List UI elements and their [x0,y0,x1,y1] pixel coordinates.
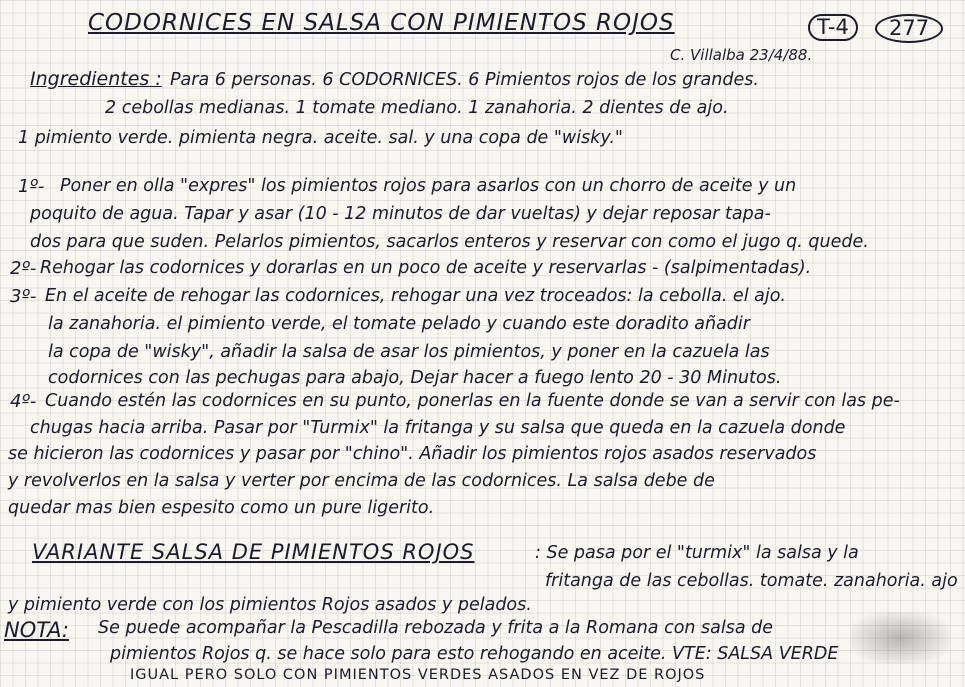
step-4-line: y revolverlos en la salsa y verter por encima de las codornices. La salsa debe de [8,471,715,491]
step-1-line: dos para que suden. Pelarlos pimientos, sacarlos enteros y reservar con como el jugo q. quede. [30,232,869,252]
ingredients-label: Ingredientes : [30,68,162,90]
step-3-line: En el aceite de rehogar las codornices, rehogar una vez troceados: la cebolla. el ajo. [45,286,786,306]
nota-label: NOTA: [4,618,69,642]
step-4-line: se hicieron las codornices y pasar por "chino". Añadir los pimientos rojos asados reservados [8,444,817,464]
ink-smudge [850,612,950,664]
step-2-number: 2º- [10,258,37,279]
page-number-badge: 277 [875,14,943,43]
step-3-line: la copa de "wisky", añadir la salsa de asar los pimientos, y poner en la cazuela las [48,342,770,362]
variante-label: VARIANTE SALSA DE PIMIENTOS ROJOS [32,540,475,564]
recipe-title: CODORNICES EN SALSA CON PIMIENTOS ROJOS [88,10,675,36]
nota-line: IGUAL PERO SOLO CON PIMIENTOS VERDES ASADOS EN VEZ DE ROJOS [130,667,706,683]
ingredients-line: 2 cebollas medianas. 1 tomate mediano. 1 zanahoria. 2 dientes de ajo. [105,98,729,118]
step-4-line: chugas hacia arriba. Pasar por "Turmix" la fritanga y su salsa que queda en la cazuela donde [30,418,846,438]
step-1-line: Poner en olla "expres" los pimientos rojos para asarlos con un chorro de aceite y un [60,176,797,196]
step-3-line: la zanahoria. el pimiento verde, el tomate pelado y cuando este doradito añadir [48,314,750,334]
ingredients-line: Para 6 personas. 6 CODORNICES. 6 Pimientos rojos de los grandes. [170,70,759,90]
step-4-line: Cuando estén las codornices en su punto, ponerlas en la fuente donde se van a servir con las pe- [45,391,900,411]
step-3-number: 3º- [10,286,37,307]
variante-line: y pimiento verde con los pimientos Rojos asados y pelados. [8,595,532,615]
author-date: C. Villalba 23/4/88. [670,46,813,64]
step-1-number: 1º- [18,176,45,197]
variante-line: fritanga de las cebollas. tomate. zanahoria. ajo [545,571,958,591]
nota-line: pimientos Rojos q. se hace solo para esto rehogando en aceite. VTE: SALSA VERDE [110,644,839,664]
step-4-number: 4º- [10,391,37,412]
nota-line: Se puede acompañar la Pescadilla rebozada y frita a la Romana con salsa de [98,618,774,638]
step-2-line: Rehogar las codornices y dorarlas en un poco de aceite y reservarlas - (salpimentadas). [40,258,812,278]
step-4-line: quedar mas bien espesito como un pure ligerito. [8,498,435,518]
step-3-line: codornices con las pechugas para abajo, Dejar hacer a fuego lento 20 - 30 Minutos. [48,368,782,388]
ingredients-line: 1 pimiento verde. pimienta negra. aceite. sal. y una copa de "wisky." [18,128,623,148]
recipe-code-badge: T-4 [808,14,858,41]
variante-line: : Se pasa por el "turmix" la salsa y la [535,543,859,563]
step-1-line: poquito de agua. Tapar y asar (10 - 12 minutos de dar vueltas) y dejar reposar tapa- [30,204,771,224]
